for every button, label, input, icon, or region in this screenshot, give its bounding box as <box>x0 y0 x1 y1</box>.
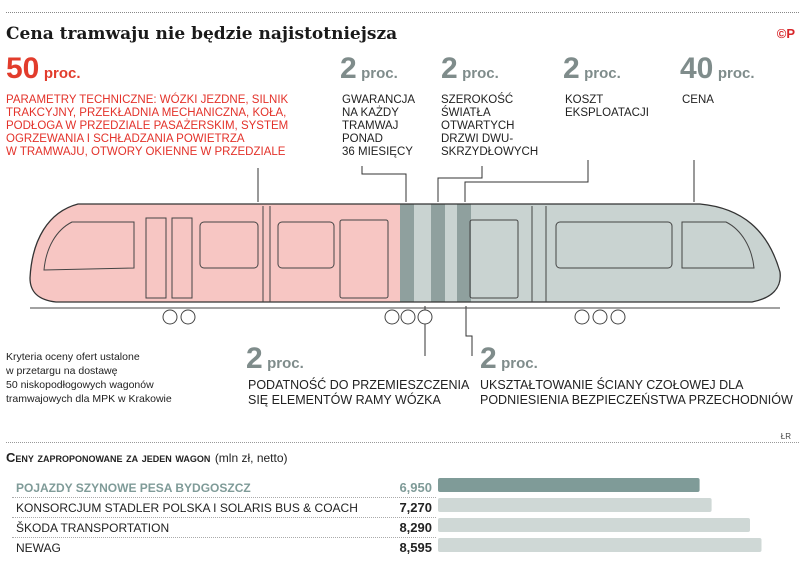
desc-line: PODNIESIENIA BEZPIECZEŃSTWA PRZECHODNIÓW <box>480 393 793 407</box>
value-label: 7,270 <box>399 500 432 515</box>
criterion-value-price <box>680 52 755 86</box>
criteria-caption <box>6 350 172 406</box>
desc-line: DRZWI DWU- <box>441 133 514 145</box>
desc-line: TRAMWAJ <box>342 120 399 132</box>
desc-line: UKSZTAŁTOWANIE ŚCIANY CZOŁOWEJ DLA <box>480 378 744 392</box>
leader-warranty <box>362 166 406 202</box>
publisher-logo: ©P <box>776 26 795 41</box>
desc-line: W TRAMWAJU, OTWORY OKIENNE W PRZEDZIALE <box>6 146 286 158</box>
price-bar <box>438 498 712 512</box>
caption-line: Kryteria oceny ofert ustalone <box>6 351 140 363</box>
desc-line: GWARANCJA <box>342 94 416 106</box>
criterion-desc-price <box>682 94 714 107</box>
section-divider <box>6 442 799 443</box>
value-unit: proc. <box>361 65 398 82</box>
value-unit: proc. <box>584 65 621 82</box>
leader-operating-cost <box>465 160 588 202</box>
criterion-desc-technical <box>6 94 288 159</box>
desc-line: KOSZT <box>565 94 604 106</box>
price-bar <box>438 478 700 492</box>
leader-door-width <box>438 166 482 202</box>
criterion-desc-operating-cost <box>565 94 649 120</box>
desc-line: TRAKCYJNY, PRZEKŁADNIA MECHANICZNA, KOŁA, <box>6 107 287 119</box>
tram-stripe <box>431 200 445 310</box>
desc-line: ŚWIATŁA <box>441 107 491 119</box>
desc-line: OGRZEWANIA I SCHŁADZANIA POWIETRZA <box>6 133 245 145</box>
criterion-value-front-wall <box>480 342 538 376</box>
desc-line: SKRZYDŁOWYCH <box>441 146 539 158</box>
criterion-value-frame <box>246 342 304 376</box>
criterion-value-warranty <box>340 52 398 86</box>
desc-line: 36 MIESIĘCY <box>342 146 413 158</box>
company-label: ŠKODA TRANSPORTATION <box>16 521 170 535</box>
price-bar <box>438 538 762 552</box>
desc-line: SZEROKOŚĆ <box>441 94 514 106</box>
company-label: KONSORCJUM STADLER POLSKA I SOLARIS BUS & COACH <box>16 501 358 515</box>
criterion-desc-frame <box>248 378 469 408</box>
value-unit: proc. <box>43 65 81 82</box>
tram-illustration <box>0 160 805 360</box>
value-unit: proc. <box>717 65 755 82</box>
price-bar <box>438 518 750 532</box>
chart-title <box>6 449 288 467</box>
value-number: 2 <box>441 52 458 85</box>
desc-line: PODŁOGA W PRZEDZIALE PASAŻERSKIM, SYSTEM <box>6 120 289 132</box>
criterion-value-door-width <box>441 52 499 86</box>
company-label: NEWAG <box>16 541 61 555</box>
desc-line: PARAMETRY TECHNICZNE: WÓZKI JEZDNE, SILNIK <box>6 94 289 106</box>
value-label: 8,595 <box>399 540 432 555</box>
value-unit: proc. <box>462 65 499 82</box>
desc-line: SIĘ ELEMENTÓW RAMY WÓZKA <box>248 393 441 407</box>
caption-line: w przetargu na dostawę <box>6 365 118 377</box>
desc-line: OTWARTYCH <box>441 120 515 132</box>
desc-line: CENA <box>682 94 714 106</box>
row-divider <box>12 537 436 538</box>
price-bar-chart <box>436 474 796 560</box>
desc-line: PONAD <box>342 133 383 145</box>
value-unit: proc. <box>267 355 304 372</box>
chart-title-text: Ceny zaproponowane za jeden wagon <box>6 450 211 465</box>
criterion-desc-warranty <box>342 94 415 159</box>
infographic-title: Cena tramwaju nie będzie najistotniejsza <box>6 24 398 44</box>
value-number: 2 <box>340 52 357 85</box>
leader-front-wall <box>466 306 472 356</box>
caption-line: 50 niskopodłogowych wagonów <box>6 379 154 391</box>
criterion-value-operating-cost <box>563 52 621 86</box>
criterion-desc-front-wall <box>480 378 793 408</box>
value-number: 2 <box>563 52 580 85</box>
chart-unit: (mln zł, netto) <box>214 451 288 465</box>
company-label: POJAZDY SZYNOWE PESA BYDGOSZCZ <box>16 481 251 495</box>
tram-stripe <box>400 200 414 310</box>
value-label: 6,950 <box>399 480 432 495</box>
criterion-value-technical <box>6 52 81 86</box>
value-number: 2 <box>480 342 497 375</box>
desc-line: PODATNOŚĆ DO PRZEMIESZCZENIA <box>248 378 470 392</box>
caption-line: tramwajowych dla MPK w Krakowie <box>6 393 172 405</box>
row-divider <box>12 497 436 498</box>
top-divider <box>6 12 799 13</box>
value-number: 40 <box>680 52 714 85</box>
value-label: 8,290 <box>399 520 432 535</box>
desc-line: EKSPLOATACJI <box>565 107 649 119</box>
criterion-desc-door-width <box>441 94 538 159</box>
desc-line: NA KAŻDY <box>342 107 399 119</box>
row-divider <box>12 517 436 518</box>
value-unit: proc. <box>501 355 538 372</box>
value-number: 2 <box>246 342 263 375</box>
value-number: 50 <box>6 52 40 85</box>
author-credit: ŁR <box>780 432 791 441</box>
tram-stripe <box>457 200 471 310</box>
tram-wheels <box>163 310 625 324</box>
